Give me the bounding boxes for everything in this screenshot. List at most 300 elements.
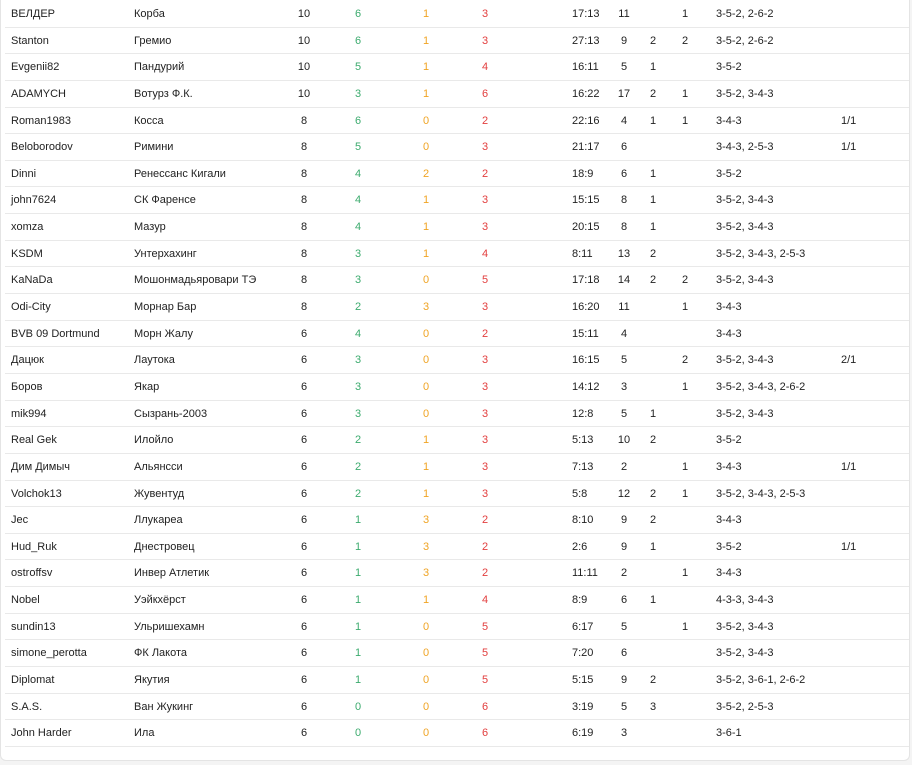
stat-1-cell: 14	[617, 274, 631, 287]
losses-cell: 3	[481, 34, 489, 47]
losses-cell: 2	[481, 114, 489, 127]
goals-cell: 5:13	[572, 434, 594, 447]
table-row[interactable]	[5, 241, 909, 268]
table-row[interactable]	[5, 481, 909, 508]
points-cell: 6	[300, 700, 308, 713]
stat-2-cell: 1	[649, 594, 657, 607]
goals-cell: 5:15	[572, 674, 594, 687]
draws-cell: 0	[422, 274, 430, 287]
table-row[interactable]	[5, 401, 909, 428]
team-name[interactable]: Жувентуд	[134, 487, 185, 500]
stat-2-cell: 1	[649, 540, 657, 553]
wins-cell: 2	[354, 487, 362, 500]
goals-cell: 22:16	[572, 114, 600, 127]
team-name[interactable]: ФК Лакота	[134, 647, 188, 660]
draws-cell: 3	[422, 567, 430, 580]
extra-cell: 1/1	[841, 141, 857, 154]
extra-cell: 1/1	[841, 540, 857, 553]
team-name[interactable]: Инвер Атлетик	[134, 567, 210, 580]
player-name[interactable]: Дацюк	[11, 354, 44, 367]
wins-cell: 4	[354, 327, 362, 340]
formations-cell: 3-4-3	[716, 460, 742, 473]
draws-cell: 0	[422, 727, 430, 740]
points-cell: 6	[300, 647, 308, 660]
stat-1-cell: 4	[620, 114, 628, 127]
player-name[interactable]: Roman1983	[11, 114, 71, 127]
stat-2-cell: 1	[649, 114, 657, 127]
wins-cell: 1	[354, 647, 362, 660]
stat-2-cell: 2	[649, 434, 657, 447]
stat-1-cell: 5	[620, 354, 628, 367]
wins-cell: 3	[354, 380, 362, 393]
losses-cell: 3	[481, 380, 489, 393]
team-name[interactable]: Уэйкхёрст	[134, 594, 186, 607]
draws-cell: 0	[422, 700, 430, 713]
points-cell: 10	[297, 87, 311, 100]
formations-cell: 3-5-2, 3-4-3	[716, 407, 774, 420]
stat-1-cell: 3	[620, 727, 628, 740]
table-row[interactable]	[5, 534, 909, 561]
team-name[interactable]: Морн Жалу	[134, 327, 193, 340]
standings-table	[5, 1, 909, 747]
stat-1-cell: 5	[620, 407, 628, 420]
goals-cell: 15:11	[572, 327, 599, 340]
stat-1-cell: 10	[617, 434, 631, 447]
losses-cell: 2	[481, 567, 489, 580]
draws-cell: 0	[422, 354, 430, 367]
table-row[interactable]	[5, 28, 909, 55]
draws-cell: 1	[422, 487, 430, 500]
stat-1-cell: 8	[620, 194, 628, 207]
draws-cell: 2	[422, 167, 430, 180]
stat-3-cell: 1	[681, 460, 689, 473]
stat-1-cell: 11	[618, 301, 630, 314]
draws-cell: 1	[422, 221, 430, 234]
wins-cell: 0	[354, 700, 362, 713]
team-name[interactable]: Ульришехамн	[134, 620, 205, 633]
wins-cell: 3	[354, 354, 362, 367]
wins-cell: 4	[354, 167, 362, 180]
player-name[interactable]: ostroffsv	[11, 567, 53, 580]
stat-3-cell: 1	[681, 487, 689, 500]
formations-cell: 3-5-2, 3-4-3, 2-5-3	[716, 247, 806, 260]
player-name[interactable]: john7624	[11, 194, 57, 207]
points-cell: 10	[297, 8, 311, 20]
table-row[interactable]	[5, 694, 909, 721]
table-row[interactable]	[5, 1, 909, 28]
draws-cell: 0	[422, 674, 430, 687]
table-row[interactable]	[5, 81, 909, 108]
goals-cell: 6:19	[572, 727, 594, 740]
points-cell: 8	[300, 194, 308, 207]
table-row[interactable]	[5, 454, 909, 481]
formations-cell: 3-5-2	[716, 540, 742, 553]
stat-1-cell: 11	[618, 8, 630, 20]
player-name[interactable]: Stanton	[11, 34, 49, 47]
formations-cell: 3-4-3, 2-5-3	[716, 141, 774, 154]
stat-1-cell: 2	[620, 460, 628, 473]
stat-2-cell: 2	[649, 514, 657, 527]
stat-1-cell: 3	[620, 380, 628, 393]
formations-cell: 3-5-2	[716, 434, 742, 447]
stat-1-cell: 9	[620, 34, 628, 47]
formations-cell: 3-5-2, 3-4-3	[716, 87, 774, 100]
points-cell: 8	[300, 114, 308, 127]
extra-cell: 1/1	[841, 460, 857, 473]
stat-1-cell: 2	[620, 567, 628, 580]
table-row[interactable]	[5, 108, 909, 135]
losses-cell: 5	[481, 620, 489, 633]
team-name[interactable]: Мошонмадьяровари ТЭ	[134, 274, 257, 287]
player-name[interactable]: Evgenii82	[11, 61, 60, 74]
team-name[interactable]: Сызрань-2003	[134, 407, 208, 420]
losses-cell: 3	[481, 487, 489, 500]
draws-cell: 3	[422, 301, 430, 314]
wins-cell: 1	[354, 514, 362, 527]
losses-cell: 4	[481, 247, 489, 260]
formations-cell: 3-5-2, 2-6-2	[716, 34, 774, 47]
team-name[interactable]: СК Фаренсе	[134, 194, 196, 207]
points-cell: 6	[300, 540, 308, 553]
table-row[interactable]	[5, 54, 909, 81]
formations-cell: 3-5-2, 3-6-1, 2-6-2	[716, 674, 806, 687]
wins-cell: 5	[354, 141, 362, 154]
points-cell: 6	[300, 327, 308, 340]
draws-cell: 0	[422, 114, 430, 127]
player-name[interactable]: ВЕЛДЕР	[11, 8, 56, 20]
draws-cell: 1	[422, 247, 430, 260]
formations-cell: 3-5-2, 3-4-3	[716, 221, 774, 234]
wins-cell: 1	[354, 674, 362, 687]
points-cell: 8	[300, 167, 308, 180]
stat-2-cell: 3	[649, 700, 657, 713]
points-cell: 6	[300, 727, 308, 740]
points-cell: 8	[300, 274, 308, 287]
points-cell: 8	[300, 221, 308, 234]
formations-cell: 3-5-2	[716, 167, 742, 180]
points-cell: 6	[300, 380, 308, 393]
stat-3-cell: 1	[681, 620, 689, 633]
table-row[interactable]	[5, 267, 909, 294]
stat-1-cell: 4	[620, 327, 628, 340]
stat-1-cell: 9	[620, 674, 628, 687]
stat-2-cell: 1	[649, 61, 657, 74]
stat-3-cell: 2	[681, 274, 689, 287]
team-name[interactable]: Альянсси	[134, 460, 183, 473]
team-name[interactable]: Вотурз Ф.К.	[134, 87, 193, 100]
player-name[interactable]: mik994	[11, 407, 47, 420]
wins-cell: 2	[354, 460, 362, 473]
player-name[interactable]: Odi-City	[11, 301, 51, 314]
stat-2-cell: 2	[649, 247, 657, 260]
team-name[interactable]: Ренессанс Кигали	[134, 167, 226, 180]
formations-cell: 3-5-2, 3-4-3	[716, 620, 774, 633]
player-name[interactable]: Боров	[11, 380, 43, 393]
formations-cell: 3-5-2, 2-5-3	[716, 700, 774, 713]
table-row[interactable]	[5, 294, 909, 321]
formations-cell: 3-5-2, 3-4-3, 2-6-2	[716, 380, 806, 393]
losses-cell: 3	[481, 301, 489, 314]
stat-1-cell: 6	[620, 167, 628, 180]
formations-cell: 3-4-3	[716, 114, 742, 127]
wins-cell: 0	[354, 727, 362, 740]
formations-cell: 3-6-1	[716, 727, 742, 740]
stat-1-cell: 6	[620, 647, 628, 660]
losses-cell: 2	[481, 514, 489, 527]
player-name[interactable]: BVB 09 Dortmund	[11, 327, 100, 340]
team-name[interactable]: Лаутока	[134, 354, 175, 367]
stat-1-cell: 9	[620, 514, 628, 527]
goals-cell: 6:17	[572, 620, 594, 633]
points-cell: 8	[300, 141, 308, 154]
stat-2-cell: 1	[649, 221, 657, 234]
stat-2-cell: 2	[649, 34, 657, 47]
player-name[interactable]: Hud_Ruk	[11, 540, 57, 553]
goals-cell: 12:8	[572, 407, 594, 420]
stat-2-cell: 1	[649, 194, 657, 207]
wins-cell: 3	[354, 247, 362, 260]
goals-cell: 8:11	[572, 247, 593, 260]
losses-cell: 3	[481, 194, 489, 207]
wins-cell: 5	[354, 61, 362, 74]
points-cell: 6	[300, 434, 308, 447]
wins-cell: 6	[354, 34, 362, 47]
team-name[interactable]: Корба	[134, 8, 165, 20]
formations-cell: 3-5-2, 3-4-3	[716, 647, 774, 660]
goals-cell: 2:6	[572, 540, 588, 553]
stat-2-cell: 1	[649, 407, 657, 420]
formations-cell: 3-5-2, 3-4-3	[716, 274, 774, 287]
table-row[interactable]	[5, 667, 909, 694]
draws-cell: 0	[422, 407, 430, 420]
stat-3-cell: 1	[681, 301, 689, 314]
draws-cell: 1	[422, 194, 430, 207]
table-row[interactable]	[5, 214, 909, 241]
team-name[interactable]: Римини	[134, 141, 174, 154]
losses-cell: 3	[481, 434, 489, 447]
losses-cell: 3	[481, 460, 489, 473]
wins-cell: 1	[354, 594, 362, 607]
losses-cell: 4	[481, 594, 489, 607]
formations-cell: 3-4-3	[716, 301, 742, 314]
table-row[interactable]	[5, 720, 909, 747]
stat-3-cell: 2	[681, 354, 689, 367]
stat-3-cell: 1	[681, 114, 689, 127]
goals-cell: 20:15	[572, 221, 600, 234]
player-name[interactable]: Volchok13	[11, 487, 62, 500]
player-name[interactable]: John Harder	[11, 727, 72, 740]
team-name[interactable]: Ллукареа	[134, 514, 183, 527]
table-row[interactable]	[5, 507, 909, 534]
team-name[interactable]: Якутия	[134, 674, 170, 687]
wins-cell: 1	[354, 540, 362, 553]
draws-cell: 1	[422, 8, 430, 20]
formations-cell: 3-5-2	[716, 61, 742, 74]
player-name[interactable]: Nobel	[11, 594, 40, 607]
goals-cell: 5:8	[572, 487, 588, 500]
points-cell: 10	[297, 34, 311, 47]
player-name[interactable]: Jec	[11, 514, 29, 527]
table-row[interactable]	[5, 161, 909, 188]
losses-cell: 6	[481, 727, 489, 740]
points-cell: 6	[300, 487, 308, 500]
player-name[interactable]: Real Gek	[11, 434, 57, 447]
team-name[interactable]: Морнар Бар	[134, 301, 197, 314]
player-name[interactable]: simone_perotta	[11, 647, 87, 660]
draws-cell: 0	[422, 380, 430, 393]
formations-cell: 3-5-2, 3-4-3	[716, 354, 774, 367]
player-name[interactable]: Dinni	[11, 167, 37, 180]
losses-cell: 2	[481, 327, 489, 340]
points-cell: 6	[300, 354, 308, 367]
wins-cell: 3	[354, 87, 362, 100]
formations-cell: 3-4-3	[716, 567, 742, 580]
stat-2-cell: 2	[649, 487, 657, 500]
losses-cell: 5	[481, 674, 489, 687]
table-row[interactable]	[5, 187, 909, 214]
team-name[interactable]: Якар	[134, 380, 160, 393]
goals-cell: 8:10	[572, 514, 594, 527]
table-row[interactable]	[5, 347, 909, 374]
wins-cell: 6	[354, 114, 362, 127]
stat-1-cell: 9	[620, 540, 628, 553]
formations-cell: 3-4-3	[716, 514, 742, 527]
team-name[interactable]: Днестровец	[134, 540, 195, 553]
team-name[interactable]: Ила	[134, 727, 155, 740]
wins-cell: 6	[354, 8, 362, 20]
goals-cell: 8:9	[572, 594, 588, 607]
formations-cell: 3-4-3	[716, 327, 742, 340]
stat-3-cell: 1	[681, 87, 689, 100]
wins-cell: 3	[354, 274, 362, 287]
table-row[interactable]	[5, 640, 909, 667]
goals-cell: 17:18	[572, 274, 600, 287]
goals-cell: 3:19	[572, 700, 594, 713]
goals-cell: 11:11	[572, 567, 598, 580]
goals-cell: 17:13	[572, 8, 600, 20]
table-row[interactable]	[5, 374, 909, 401]
wins-cell: 4	[354, 221, 362, 234]
points-cell: 6	[300, 514, 308, 527]
draws-cell: 1	[422, 61, 430, 74]
table-row[interactable]	[5, 587, 909, 614]
team-name[interactable]: Косса	[134, 114, 164, 127]
wins-cell: 2	[354, 301, 362, 314]
losses-cell: 6	[481, 87, 489, 100]
wins-cell: 3	[354, 407, 362, 420]
player-name[interactable]: Beloborodov	[11, 141, 73, 154]
stat-1-cell: 6	[620, 141, 628, 154]
extra-cell: 1/1	[841, 114, 857, 127]
player-name[interactable]: KSDM	[11, 247, 43, 260]
table-row[interactable]	[5, 321, 909, 348]
goals-cell: 7:20	[572, 647, 594, 660]
formations-cell: 3-5-2, 2-6-2	[716, 8, 774, 20]
player-name[interactable]: Дим Димыч	[11, 460, 71, 473]
draws-cell: 1	[422, 594, 430, 607]
goals-cell: 14:12	[572, 380, 600, 393]
stat-1-cell: 5	[620, 61, 628, 74]
team-name[interactable]: Ван Жукинг	[134, 700, 194, 713]
stat-1-cell: 5	[620, 620, 628, 633]
losses-cell: 2	[481, 167, 489, 180]
goals-cell: 16:22	[572, 87, 600, 100]
stat-1-cell: 6	[620, 594, 628, 607]
goals-cell: 18:9	[572, 167, 594, 180]
table-row[interactable]	[5, 560, 909, 587]
player-name[interactable]: ADAMYCH	[11, 87, 67, 100]
stat-3-cell: 1	[681, 380, 689, 393]
table-row[interactable]	[5, 614, 909, 641]
losses-cell: 2	[481, 540, 489, 553]
losses-cell: 3	[481, 141, 489, 154]
stat-2-cell: 1	[649, 167, 657, 180]
points-cell: 6	[300, 620, 308, 633]
stat-2-cell: 2	[649, 274, 657, 287]
draws-cell: 1	[422, 434, 430, 447]
wins-cell: 4	[354, 194, 362, 207]
goals-cell: 15:15	[572, 194, 600, 207]
player-name[interactable]: KaNaDa	[11, 274, 53, 287]
player-name[interactable]: xomza	[11, 221, 44, 234]
table-row[interactable]	[5, 134, 909, 161]
draws-cell: 1	[422, 34, 430, 47]
stat-2-cell: 2	[649, 674, 657, 687]
losses-cell: 4	[481, 61, 489, 74]
losses-cell: 3	[481, 354, 489, 367]
goals-cell: 21:17	[572, 141, 600, 154]
team-name[interactable]: Илойло	[134, 434, 174, 447]
draws-cell: 0	[422, 141, 430, 154]
extra-cell: 2/1	[841, 354, 857, 367]
stat-1-cell: 12	[617, 487, 631, 500]
wins-cell: 2	[354, 434, 362, 447]
losses-cell: 3	[481, 407, 489, 420]
draws-cell: 3	[422, 540, 430, 553]
points-cell: 6	[300, 674, 308, 687]
draws-cell: 1	[422, 460, 430, 473]
formations-cell: 4-3-3, 3-4-3	[716, 594, 774, 607]
losses-cell: 5	[481, 274, 489, 287]
goals-cell: 27:13	[572, 34, 600, 47]
stat-1-cell: 5	[620, 700, 628, 713]
wins-cell: 1	[354, 620, 362, 633]
points-cell: 10	[297, 61, 311, 74]
points-cell: 6	[300, 567, 308, 580]
draws-cell: 0	[422, 647, 430, 660]
stat-1-cell: 13	[617, 247, 631, 260]
team-name[interactable]: Мазур	[134, 221, 166, 234]
wins-cell: 1	[354, 567, 362, 580]
draws-cell: 3	[422, 514, 430, 527]
draws-cell: 1	[422, 87, 430, 100]
player-name[interactable]: sundin13	[11, 620, 56, 633]
stat-3-cell: 2	[681, 34, 689, 47]
team-name[interactable]: Пандурий	[134, 61, 185, 74]
stat-2-cell: 2	[649, 87, 657, 100]
losses-cell: 5	[481, 647, 489, 660]
player-name[interactable]: Diplomat	[11, 674, 55, 687]
formations-cell: 3-5-2, 3-4-3	[716, 194, 774, 207]
team-name[interactable]: Унтерхахинг	[134, 247, 197, 260]
table-row[interactable]	[5, 427, 909, 454]
player-name[interactable]: S.A.S.	[11, 700, 43, 713]
points-cell: 6	[300, 594, 308, 607]
losses-cell: 3	[481, 221, 489, 234]
goals-cell: 7:13	[572, 460, 594, 473]
points-cell: 6	[300, 460, 308, 473]
team-name[interactable]: Гремио	[134, 34, 172, 47]
